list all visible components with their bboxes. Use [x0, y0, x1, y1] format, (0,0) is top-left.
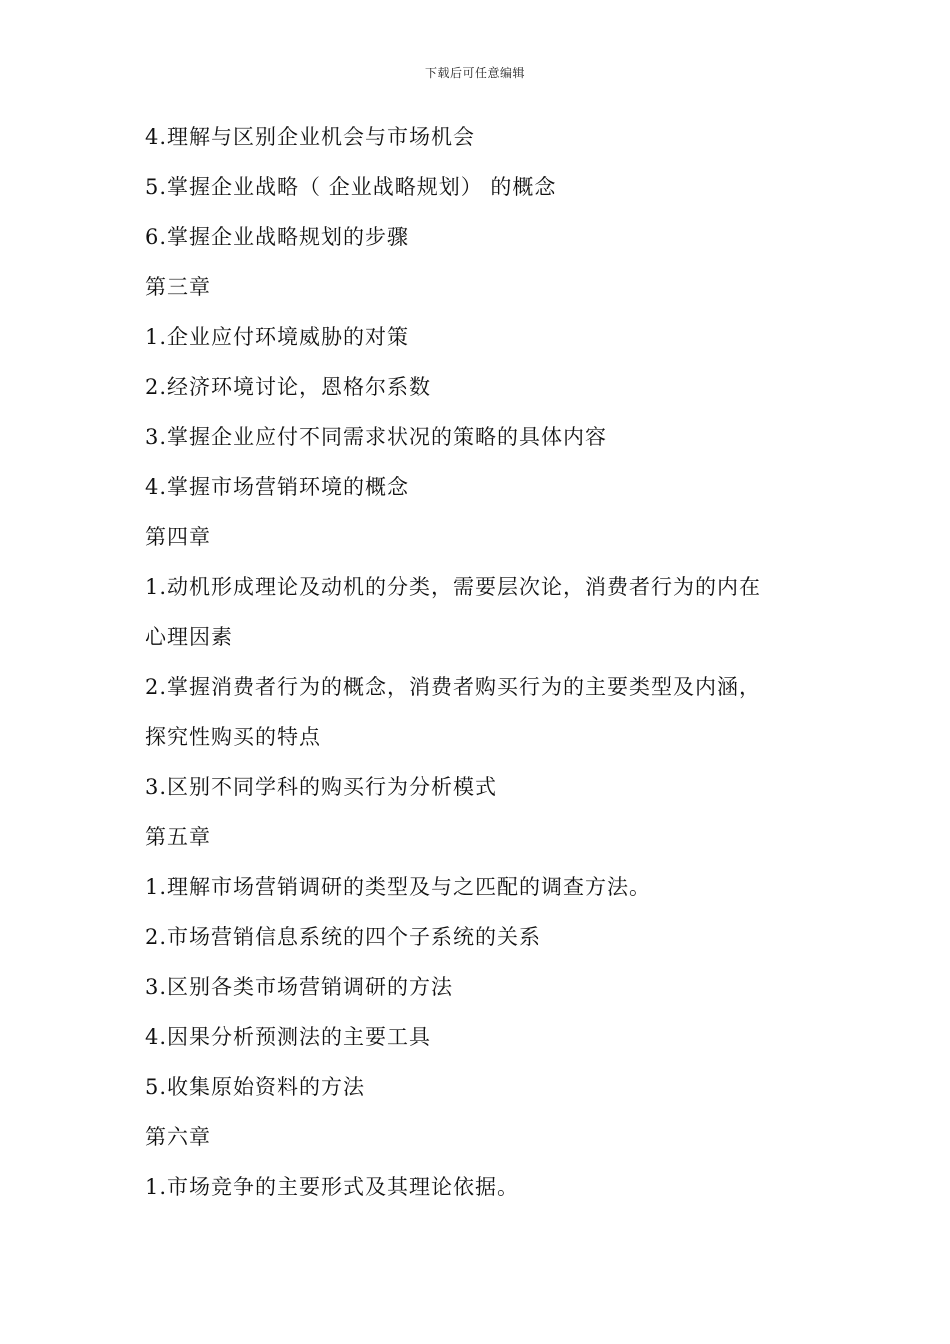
text-line: 1.市场竞争的主要形式及其理论依据。: [145, 1175, 520, 1199]
text-line: 3.区别不同学科的购买行为分析模式: [145, 775, 498, 799]
text-line: 2.市场营销信息系统的四个子系统的关系: [145, 925, 542, 949]
page-header: 下载后可任意编辑: [424, 66, 525, 80]
chapter-heading: 第五章: [145, 825, 211, 849]
text-line: 5.收集原始资料的方法: [145, 1075, 366, 1099]
text-line: 2.掌握消费者行为的概念，消费者购买行为的主要类型及内涵，: [145, 675, 762, 699]
text-line: 3.掌握企业应付不同需求状况的策略的具体内容: [145, 425, 608, 449]
text-line: 5.掌握企业战略（ 企业战略规划） 的概念: [145, 175, 557, 199]
text-line: 3.区别各类市场营销调研的方法: [145, 975, 454, 999]
chapter-heading: 第六章: [145, 1125, 211, 1149]
text-line: 心理因素: [145, 625, 233, 649]
text-line: 4.掌握市场营销环境的概念: [145, 475, 410, 499]
chapter-heading: 第四章: [145, 525, 211, 549]
text-line: 探究性购买的特点: [145, 725, 321, 749]
document-body: [145, 119, 825, 1219]
text-line: 1.理解市场营销调研的类型及与之匹配的调查方法。: [145, 875, 652, 899]
text-line: 2.经济环境讨论，恩格尔系数: [145, 375, 432, 399]
text-line: 1.企业应付环境威胁的对策: [145, 325, 410, 349]
text-line: 1.动机形成理论及动机的分类，需要层次论，消费者行为的内在: [145, 575, 762, 599]
text-line: 4.因果分析预测法的主要工具: [145, 1025, 432, 1049]
text-line: 6.掌握企业战略规划的步骤: [145, 225, 410, 249]
text-line: 4.理解与区别企业机会与市场机会: [145, 125, 476, 149]
chapter-heading: 第三章: [145, 275, 211, 299]
